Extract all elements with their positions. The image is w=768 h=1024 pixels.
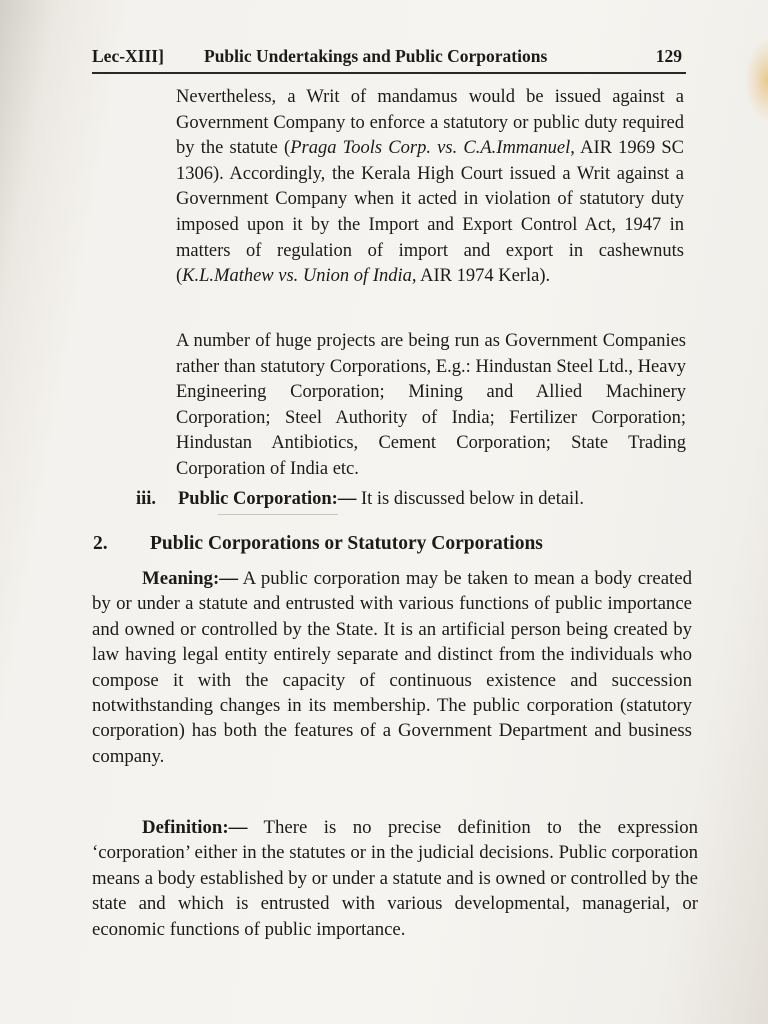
list-item-number: iii. <box>136 489 157 509</box>
meaning-text: A public corporation may be taken to mean a body created by or under a statute and entrusted with various functions of public importance and owned or controlled by the State. It is an artificial person being created by law having legal entity entirely separate and distinct from the individuals who compose it with the capacity of continuous existence and succession notwithstanding changes in its membership. The public corporation (statutory corporation) has both the features of a Government Department and business company. <box>92 568 692 767</box>
paragraph-definition <box>92 815 698 942</box>
para1-text-1: Nevertheless, a Writ of mandamus would be issued against a Government Company to enforce a statutory or public duty required by the statute ( <box>176 87 684 159</box>
section-number: 2. <box>93 533 108 554</box>
paragraph-mandamus <box>176 85 684 290</box>
case-citation-mathew: K.L.Mathew vs. Union of India <box>182 266 412 287</box>
case-citation-praga: Praga Tools Corp. vs. C.A.Immanuel <box>290 138 571 159</box>
paragraph-meaning <box>92 566 692 769</box>
running-header <box>92 44 686 74</box>
section-title: Public Corporations or Statutory Corporations <box>150 533 543 554</box>
list-item-text: It is discussed below in detail. <box>356 489 584 509</box>
definition-text: There is no precise definition to the expression ‘corporation’ either in the statutes or in the judicial decisions. Public corporation means a body established by or under a statute and is owned or controlled by the state and which is entrusted with various developmental, managerial, or economic functions of public importance. <box>92 817 698 940</box>
para1-text-2: , AIR 1969 SC 1306). Accordingly, the Kerala High Court issued a Writ against a Government Company when it acted in violation of statutory duty imposed upon it by the Import and Export Control Act, 1947 in matters of regulation of import and export in cashewnuts ( <box>176 138 684 287</box>
header-title: Public Undertakings and Public Corporations <box>204 46 548 66</box>
section-heading <box>93 533 543 555</box>
paragraph-government-companies <box>176 329 686 483</box>
definition-label: Definition:— <box>142 817 248 838</box>
list-item-label: Public Corporation:— <box>178 489 357 509</box>
faint-rule <box>218 514 338 515</box>
page-number: 129 <box>655 46 682 66</box>
para2-text: A number of huge projects are being run as Government Companies rather than statutory Corporations, E.g.: Hindustan Steel Ltd., Heavy Engineering Corporation; Mining and Allied Machinery Corporation; Steel Authority of India; Fertilizer Corporation; Hindustan Antibiotics, Cement Corporation; State Trading Corporation of India etc. <box>176 331 686 479</box>
page-edge-stain <box>746 40 768 120</box>
para1-text-3: , AIR 1974 Kerla). <box>411 266 551 287</box>
header-chapter: Lec-XIII] <box>92 46 164 66</box>
meaning-label: Meaning:— <box>142 568 238 589</box>
list-item-public-corporation <box>136 489 584 510</box>
